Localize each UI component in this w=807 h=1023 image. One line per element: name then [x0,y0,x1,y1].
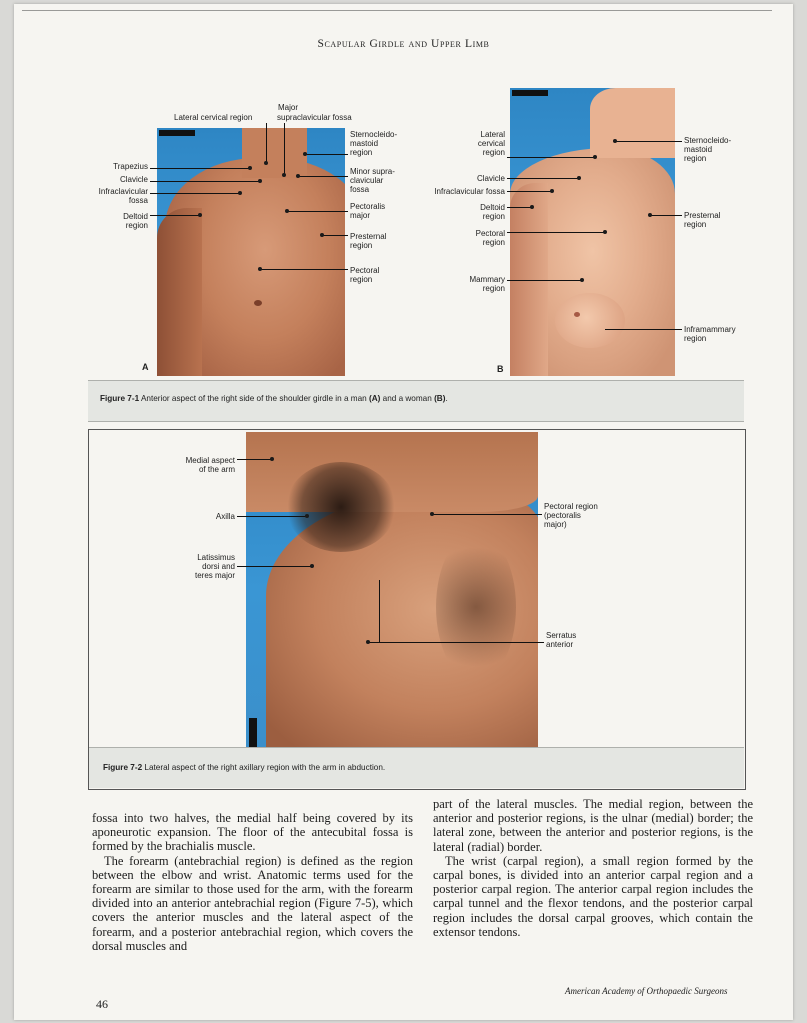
leader [507,178,579,179]
marker-dot [320,233,324,237]
figure-7-2-photo [246,432,538,748]
marker-dot [270,457,274,461]
leader [615,141,682,142]
label-pectoralis-major [350,202,385,220]
label-inframammary-b [684,325,736,343]
figure-7-1a-photo [157,128,345,376]
label-major-supraclavicular-2: supraclavicular fossa [277,113,352,122]
female-nipple [574,312,580,317]
caption-text-2: and a woman [380,394,435,403]
label-line: Mammary [469,275,505,284]
chest-hair [436,532,516,682]
leader [432,514,542,515]
marker-dot [430,512,434,516]
leader [507,207,532,208]
label-line: Infraclavicular [98,187,148,196]
marker-dot [550,189,554,193]
marker-dot [264,161,268,165]
caption-label: Figure 7-1 [100,394,140,403]
label-line: region [482,284,505,293]
label-line: Major [278,103,299,112]
leader [507,280,582,281]
label-line: fossa [128,196,148,205]
marker-dot [285,209,289,213]
marker-dot [248,166,252,170]
label-line: region [482,148,505,157]
leader [150,193,240,194]
label-infraclavicular-b: Infraclavicular fossa [434,187,505,196]
label-deltoid-a [96,212,148,230]
caption-ref-b: (B) [434,394,446,403]
label-medial-arm [160,456,235,474]
caption-text-body: Lateral aspect of the right axillary region with the arm in abduction. [142,763,386,772]
female-neck [590,88,675,158]
label-line: Sternocleido- [350,130,398,139]
label-infraclavicular-a [86,187,148,205]
paragraph: part of the lateral muscles. The medial region, between the anterior and posterior regions, is the ulnar (medial) border; the lateral zone, between the anterior and posterior regions, is the lateral (radial) border. [433,797,753,854]
paragraph: The forearm (antebrachial region) is defined as the region between the elbow and wrist. Anatomic terms used for the forearm are similar to those used for the arm, with the forearm divided into an anterior antebrachial region (Figure 7-5), which covers the anterior muscles and the lateral aspect of the forearm, and a posterior antebrachial region, which covers the dorsal muscles and [92,853,413,953]
label-lateral-cervical-b [450,130,505,157]
label-line: Deltoid [123,212,148,221]
leader [237,566,312,567]
label-line: major [350,211,371,220]
male-neck [242,128,307,178]
label-clavicle-a: Clavicle [119,175,148,184]
axilla-hair [286,462,396,552]
leader [150,181,260,182]
label-pectoral-a [350,266,379,284]
figure-7-2-caption [89,747,744,788]
leader [650,215,682,216]
label-line: of the arm [198,465,235,474]
caption-text-3: . [445,394,448,403]
label-line: Presternal [350,232,387,241]
caption-ref-a: (A) [368,394,381,403]
label-line: Inframammary [684,325,736,334]
male-arm [157,208,202,376]
leader [368,642,544,643]
label-line: Deltoid [480,203,505,212]
leader [507,232,605,233]
label-line: mastoid [350,139,379,148]
marker-dot [303,152,307,156]
body-column-right [433,797,753,939]
paragraph: fossa into two halves, the medial half being covered by its aponeurotic expansion. The floor of the antecubital fossa is formed by the brachialis muscle. [92,811,413,854]
label-line: fossa [350,185,370,194]
scale-badge-b [512,90,548,96]
label-line: region [684,334,707,343]
label-line: Pectoral [475,229,505,238]
label-line: Pectoral region [544,502,598,511]
label-line: region [684,220,707,229]
figure-7-1-caption [88,380,744,422]
caption-text-1: Anterior aspect of the right side of the shoulder girdle in a man [139,394,369,403]
label-lateral-cervical: Lateral cervical region [174,113,253,122]
marker-dot [258,267,262,271]
label-line: region [482,212,505,221]
panel-letter-b: B [497,364,504,374]
caption-text [100,393,448,405]
label-line: region [482,238,505,247]
marker-dot [310,564,314,568]
publisher-footer: American Academy of Orthopaedic Surgeons [565,986,728,996]
label-mammary-b [450,275,505,293]
label-sternocleidomastoid-a [350,130,397,157]
label-line: Latissimus [197,553,235,562]
marker-dot [530,205,534,209]
male-nipple [254,300,262,306]
marker-dot [577,176,581,180]
scale-badge-a [159,130,195,136]
leader [507,157,595,158]
label-major-supraclavicular [278,103,298,112]
label-line: Pectoral [350,266,380,275]
leader [507,191,552,192]
label-line: dorsi and [202,562,235,571]
marker-dot [258,179,262,183]
label-presternal-a [350,232,386,250]
leader [266,123,267,163]
leader [237,459,272,460]
label-line: major) [544,520,567,529]
label-sternocleidomastoid-b [684,136,731,163]
leader [150,168,250,169]
label-line: region [684,154,707,163]
marker-dot [613,139,617,143]
label-deltoid-b [450,203,505,221]
marker-dot [282,173,286,177]
marker-dot [296,174,300,178]
running-head: Scapular Girdle and Upper Limb [317,38,490,50]
leader [322,235,348,236]
label-line: region [125,221,148,230]
label-minor-supraclavicular [350,167,395,194]
label-pectoral-7-2 [544,502,598,529]
label-line: (pectoralis [544,511,581,520]
label-line: Serratus [546,631,577,640]
leader [305,154,348,155]
leader [284,123,285,175]
marker-dot [305,514,309,518]
female-breast [555,293,625,348]
label-latissimus [160,553,235,580]
label-line: Sternocleido- [684,136,732,145]
label-serratus [546,631,576,649]
top-rule [22,10,772,11]
leader [605,329,682,330]
label-clavicle-b: Clavicle [476,174,505,183]
label-presternal-b [684,211,720,229]
label-line: region [350,241,373,250]
body-column-left [92,811,413,953]
label-trapezius: Trapezius [113,162,148,171]
label-line: teres major [194,571,235,580]
label-line: Presternal [684,211,721,220]
label-line: cervical [477,139,505,148]
label-line: Pectoralis [350,202,386,211]
marker-dot [603,230,607,234]
panel-letter-a: A [142,362,149,372]
leader [150,215,200,216]
label-line: Lateral [480,130,505,139]
leader [287,211,348,212]
label-line: region [350,275,373,284]
page-number: 46 [96,997,108,1011]
caption-text [103,762,385,774]
label-line: Minor supra- [350,167,395,176]
leader [379,580,380,642]
label-pectoral-b [450,229,505,247]
caption-label: Figure 7-2 [103,763,143,772]
marker-dot [198,213,202,217]
label-line: anterior [546,640,574,649]
label-line: region [350,148,373,157]
label-axilla: Axilla [215,512,235,521]
label-line: Medial aspect [185,456,235,465]
marker-dot [593,155,597,159]
marker-dot [580,278,584,282]
marker-dot [238,191,242,195]
marker-dot [648,213,652,217]
marker-dot [366,640,370,644]
label-line: clavicular [350,176,384,185]
paragraph: The wrist (carpal region), a small region formed by the carpal bones, is divided into an anterior carpal region and a posterior carpal region. The anterior carpal region includes the carpal tunnel and the flexor tendons, and the posterior carpal region includes the dorsal carpal grooves, which contain the extensor tendons. [433,853,753,939]
leader [298,176,348,177]
label-line: mastoid [684,145,713,154]
leader [260,269,348,270]
leader [237,516,307,517]
